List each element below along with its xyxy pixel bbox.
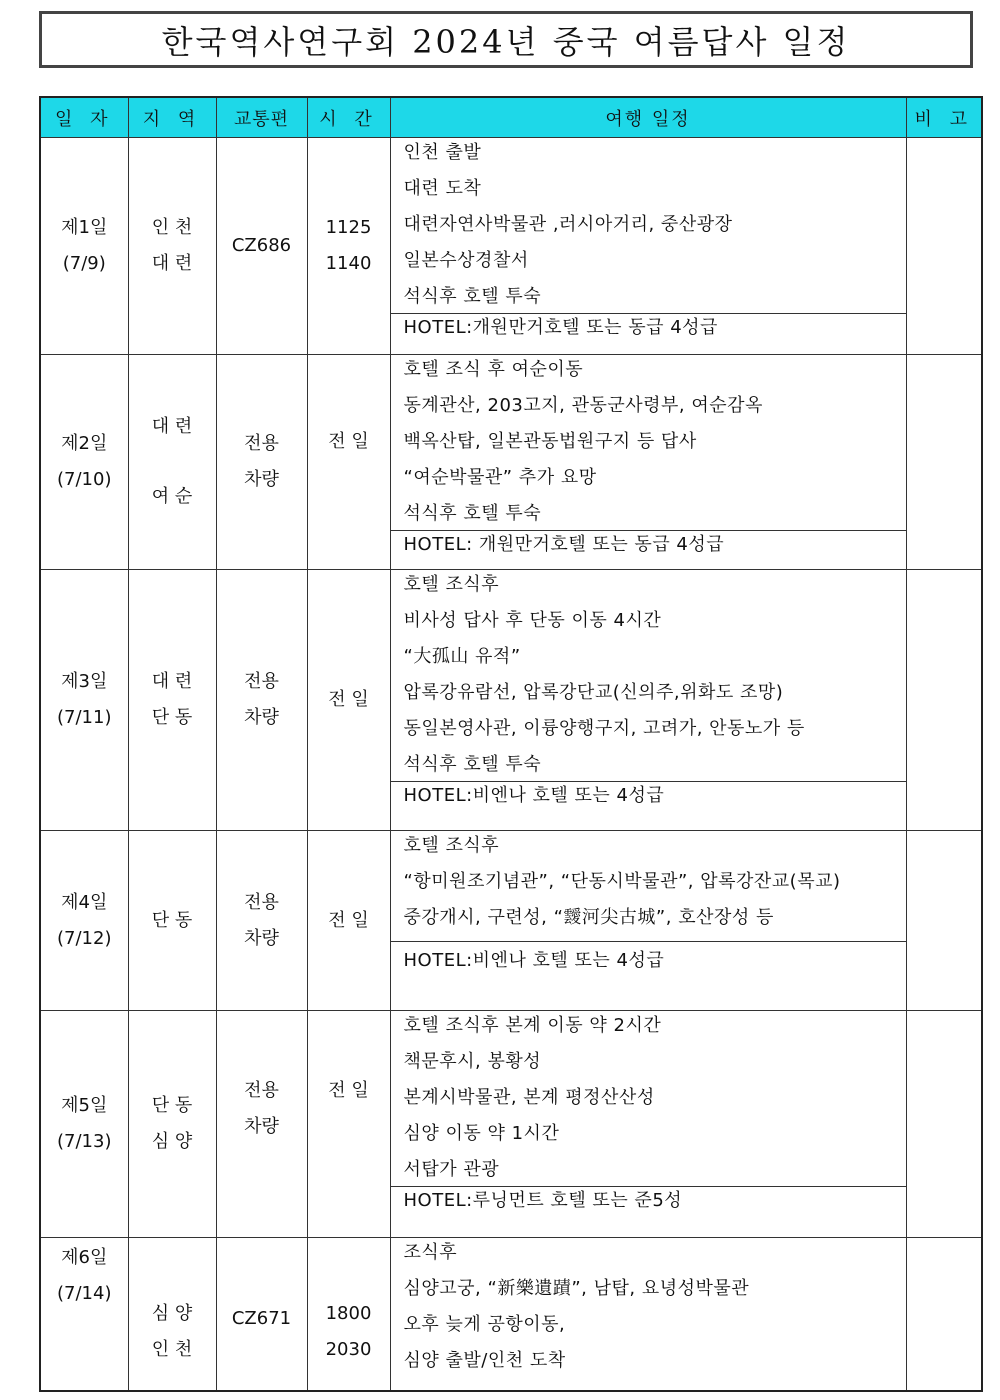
hotel-line: HOTEL:개원만거호텔 또는 동급 4성급 xyxy=(391,313,906,344)
region-cell xyxy=(128,355,216,570)
itinerary-line: 대련자연사박물관 ,러시아거리, 중산광장 xyxy=(403,214,733,235)
region-line: 단 동 xyxy=(151,707,193,728)
itinerary-line: 심양고궁, “新樂遺蹟”, 남탑, 요녕성박물관 xyxy=(403,1278,750,1299)
day-date: (7/14) xyxy=(57,1283,112,1304)
itinerary-line: 압록강유람선, 압록강단교(신의주,위화도 조망) xyxy=(403,682,784,703)
region-cell xyxy=(128,831,216,1011)
itinerary-line: “大孤山 유적” xyxy=(403,646,521,667)
time-cell xyxy=(307,831,390,1011)
region-line: 단 동 xyxy=(151,909,193,931)
time-cell xyxy=(307,570,390,831)
table-row xyxy=(40,355,982,570)
transport-line: 차량 xyxy=(244,707,279,728)
region-cell xyxy=(128,570,216,831)
region-line: 대 련 xyxy=(151,253,193,274)
header-time: 시 간 xyxy=(307,97,390,138)
transport-cell xyxy=(216,831,307,1011)
itinerary-line: 조식후 xyxy=(403,1242,458,1263)
itinerary-line: 석식후 호텔 투숙 xyxy=(403,503,542,524)
date-cell xyxy=(40,355,128,570)
header-note: 비 고 xyxy=(906,97,982,138)
note-cell xyxy=(906,831,982,1011)
hotel-line: HOTEL: 개원만거호텔 또는 동급 4성급 xyxy=(391,530,906,561)
table-row xyxy=(40,831,982,1011)
itinerary-line: 오후 늦게 공항이동, xyxy=(403,1314,566,1335)
transport-line: CZ686 xyxy=(231,235,292,256)
day-label: 제2일 xyxy=(61,433,108,454)
hotel-line: HOTEL:비엔나 호텔 또는 4성급 xyxy=(391,941,906,976)
note-cell xyxy=(906,1011,982,1238)
region-cell xyxy=(128,138,216,355)
itinerary-line: 호텔 조식후 본계 이동 약 2시간 xyxy=(403,1015,662,1036)
date-cell xyxy=(40,1011,128,1238)
page-title: 한국역사연구회 2024년 중국 여름답사 일정 xyxy=(161,22,851,61)
transport-line: 차량 xyxy=(244,927,279,949)
transport-line: 전용 xyxy=(244,891,279,913)
time-line: 전 일 xyxy=(328,909,369,931)
time-line: 전 일 xyxy=(328,431,369,452)
transport-cell xyxy=(216,570,307,831)
transport-cell xyxy=(216,1238,307,1391)
day-label: 제3일 xyxy=(61,671,108,692)
table-row xyxy=(40,570,982,831)
transport-line: 차량 xyxy=(244,1116,279,1137)
itinerary-cell xyxy=(390,1011,906,1238)
transport-line: 차량 xyxy=(244,469,279,490)
date-cell xyxy=(40,1238,128,1391)
itinerary-line: 중강개시, 구련성, “靉河尖古城”, 호산장성 등 xyxy=(403,907,774,928)
region-cell xyxy=(128,1011,216,1238)
itinerary-cell xyxy=(390,138,906,355)
schedule-table xyxy=(39,96,983,1392)
time-cell xyxy=(307,1238,390,1391)
transport-line: CZ671 xyxy=(231,1307,292,1329)
day-label: 제5일 xyxy=(61,1095,108,1116)
header-itinerary: 여행 일정 xyxy=(390,97,906,138)
time-cell xyxy=(307,1011,390,1238)
itinerary-line: 호텔 조식후 xyxy=(403,574,500,595)
itinerary-line: 비사성 답사 후 단동 이동 4시간 xyxy=(403,610,662,631)
table-row xyxy=(40,1011,982,1238)
note-cell xyxy=(906,570,982,831)
note-cell xyxy=(906,138,982,355)
date-cell xyxy=(40,570,128,831)
date-cell xyxy=(40,138,128,355)
title-box xyxy=(39,11,973,68)
itinerary-cell xyxy=(390,831,906,1011)
itinerary-line: 석식후 호텔 투숙 xyxy=(403,754,542,775)
itinerary-line: 동일본영사관, 이륭양행구지, 고려가, 안동노가 등 xyxy=(403,718,805,739)
date-cell xyxy=(40,831,128,1011)
region-line: 여 순 xyxy=(151,486,193,507)
transport-line: 전용 xyxy=(244,671,279,692)
itinerary-cell xyxy=(390,570,906,831)
day-date: (7/10) xyxy=(57,469,112,490)
region-line: 심 양 xyxy=(151,1302,193,1324)
region-line: 심 양 xyxy=(151,1131,193,1152)
header-date: 일 자 xyxy=(40,97,128,138)
region-cell xyxy=(128,1238,216,1391)
day-date: (7/12) xyxy=(57,927,112,949)
time-line: 1800 xyxy=(325,1302,372,1324)
region-line: 인 천 xyxy=(151,217,193,238)
region-line: 대 련 xyxy=(151,416,193,437)
itinerary-line: 대련 도착 xyxy=(403,178,482,199)
hotel-line: HOTEL:비엔나 호텔 또는 4성급 xyxy=(391,781,906,812)
itinerary-line: 석식후 호텔 투숙 xyxy=(403,286,542,307)
itinerary-line: 본계시박물관, 본계 평정산산성 xyxy=(403,1087,655,1108)
itinerary-cell xyxy=(390,1238,906,1391)
transport-line: 전용 xyxy=(244,1080,279,1101)
region-line: 인 천 xyxy=(151,1338,193,1360)
transport-cell xyxy=(216,1011,307,1238)
itinerary-line: 인천 출발 xyxy=(403,142,482,163)
header-region: 지 역 xyxy=(128,97,216,138)
region-line: 대 련 xyxy=(151,671,193,692)
itinerary-line: “여순박물관” 추가 요망 xyxy=(403,467,597,488)
time-line: 2030 xyxy=(325,1338,372,1360)
table-row xyxy=(40,1238,982,1391)
day-label: 제6일 xyxy=(61,1247,108,1268)
time-cell xyxy=(307,355,390,570)
time-line: 전 일 xyxy=(328,689,369,710)
header-transport: 교통편 xyxy=(216,97,307,138)
itinerary-line: 호텔 조식 후 여순이동 xyxy=(403,359,584,380)
itinerary-line: 호텔 조식후 xyxy=(403,835,500,856)
day-date: (7/11) xyxy=(57,707,112,728)
hotel-line: HOTEL:루닝먼트 호텔 또는 준5성 xyxy=(391,1186,906,1217)
itinerary-line: 일본수상경찰서 xyxy=(403,250,529,271)
itinerary-line: 책문후시, 봉황성 xyxy=(403,1051,542,1072)
time-line: 1125 xyxy=(325,217,372,238)
itinerary-line: 서탑가 관광 xyxy=(403,1159,500,1180)
itinerary-line: 백옥산탑, 일본관동법원구지 등 답사 xyxy=(403,431,697,452)
day-label: 제1일 xyxy=(61,217,108,238)
itinerary-line: “항미원조기념관”, “단동시박물관”, 압록강잔교(목교) xyxy=(403,871,841,892)
itinerary-line: 심양 출발/인천 도착 xyxy=(403,1350,566,1371)
itinerary-line: 심양 이동 약 1시간 xyxy=(403,1123,560,1144)
day-date: (7/13) xyxy=(57,1131,112,1152)
region-line: 단 동 xyxy=(151,1095,193,1116)
time-cell xyxy=(307,138,390,355)
table-row xyxy=(40,138,982,355)
itinerary-line: 동계관산, 203고지, 관동군사령부, 여순감옥 xyxy=(403,395,763,416)
itinerary-cell xyxy=(390,355,906,570)
note-cell xyxy=(906,355,982,570)
transport-line: 전용 xyxy=(244,433,279,454)
day-date: (7/9) xyxy=(62,253,106,274)
header-row xyxy=(40,97,982,138)
time-line: 1140 xyxy=(325,253,372,274)
transport-cell xyxy=(216,355,307,570)
day-label: 제4일 xyxy=(61,891,108,913)
transport-cell xyxy=(216,138,307,355)
note-cell xyxy=(906,1238,982,1391)
time-line: 전 일 xyxy=(328,1080,369,1101)
